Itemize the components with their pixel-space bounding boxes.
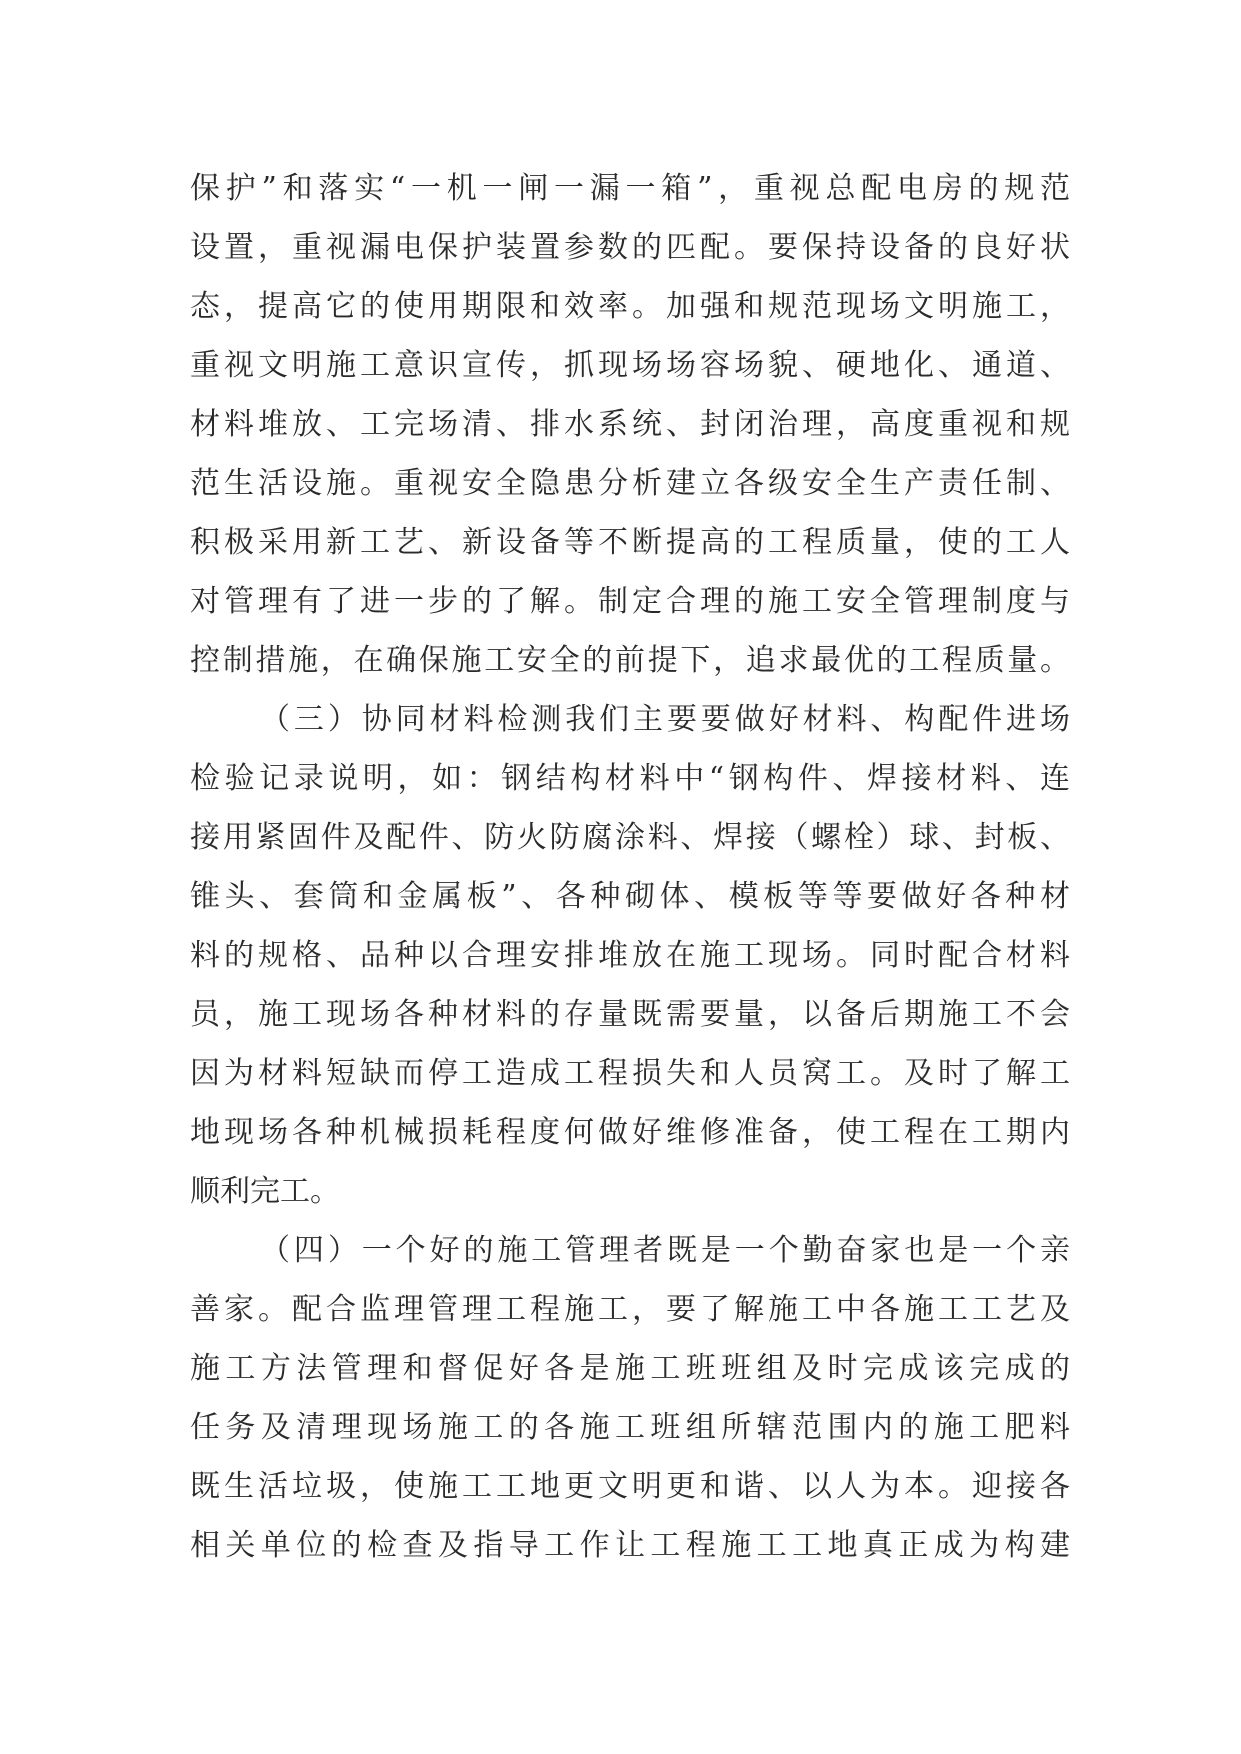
text-line: 控制措施，在确保施工安全的前提下，追求最优的工程质量。 <box>190 643 1070 678</box>
text-line: 员，施工现场各种材料的存量既需要量，以备后期施工不会 <box>190 997 1070 1032</box>
text-line: 地现场各种机械损耗程度何做好维修准备，使工程在工期内 <box>190 1115 1070 1150</box>
text-line: 材料堆放、工完场清、排水系统、封闭治理，高度重视和规 <box>190 407 1070 442</box>
text-line: 相关单位的检查及指导工作让工程施工工地真正成为构建 <box>190 1528 1070 1563</box>
paragraph-heading-line: （三）协同材料检测我们主要要做好材料、构配件进场 <box>260 702 1070 737</box>
text-line: 积极采用新工艺、新设备等不断提高的工程质量，使的工人 <box>190 525 1070 560</box>
text-line: 任务及清理现场施工的各施工班组所辖范围内的施工肥料 <box>190 1410 1070 1445</box>
text-line: 顺利完工。 <box>190 1174 340 1209</box>
text-line: 因为材料短缺而停工造成工程损失和人员窝工。及时了解工 <box>190 1056 1070 1091</box>
text-line: 接用紧固件及配件、防火防腐涂料、焊接（螺栓）球、封板、 <box>190 820 1070 855</box>
text-line: 范生活设施。重视安全隐患分析建立各级安全生产责任制、 <box>190 466 1070 501</box>
text-line: 重视文明施工意识宣传，抓现场场容场貌、硬地化、通道、 <box>190 348 1070 383</box>
text-line: 保护”和落实“一机一闸一漏一箱”，重视总配电房的规范 <box>190 171 1070 206</box>
body-text <box>190 159 1070 1575</box>
text-line: 对管理有了进一步的了解。制定合理的施工安全管理制度与 <box>190 584 1070 619</box>
text-line: 检验记录说明，如：钢结构材料中“钢构件、焊接材料、连 <box>190 761 1070 796</box>
text-line: 设置，重视漏电保护装置参数的匹配。要保持设备的良好状 <box>190 230 1070 265</box>
text-line: 料的规格、品种以合理安排堆放在施工现场。同时配合材料 <box>190 938 1070 973</box>
text-line: 锥头、套筒和金属板”、各种砌体、模板等等要做好各种材 <box>190 879 1070 914</box>
text-line: 施工方法管理和督促好各是施工班班组及时完成该完成的 <box>190 1351 1070 1386</box>
text-line: 态，提高它的使用期限和效率。加强和规范现场文明施工， <box>190 289 1070 324</box>
text-line: 既生活垃圾，使施工工地更文明更和谐、以人为本。迎接各 <box>190 1469 1070 1504</box>
paragraph-heading-line: （四）一个好的施工管理者既是一个勤奋家也是一个亲 <box>260 1233 1070 1268</box>
text-line: 善家。配合监理管理工程施工，要了解施工中各施工工艺及 <box>190 1292 1070 1327</box>
